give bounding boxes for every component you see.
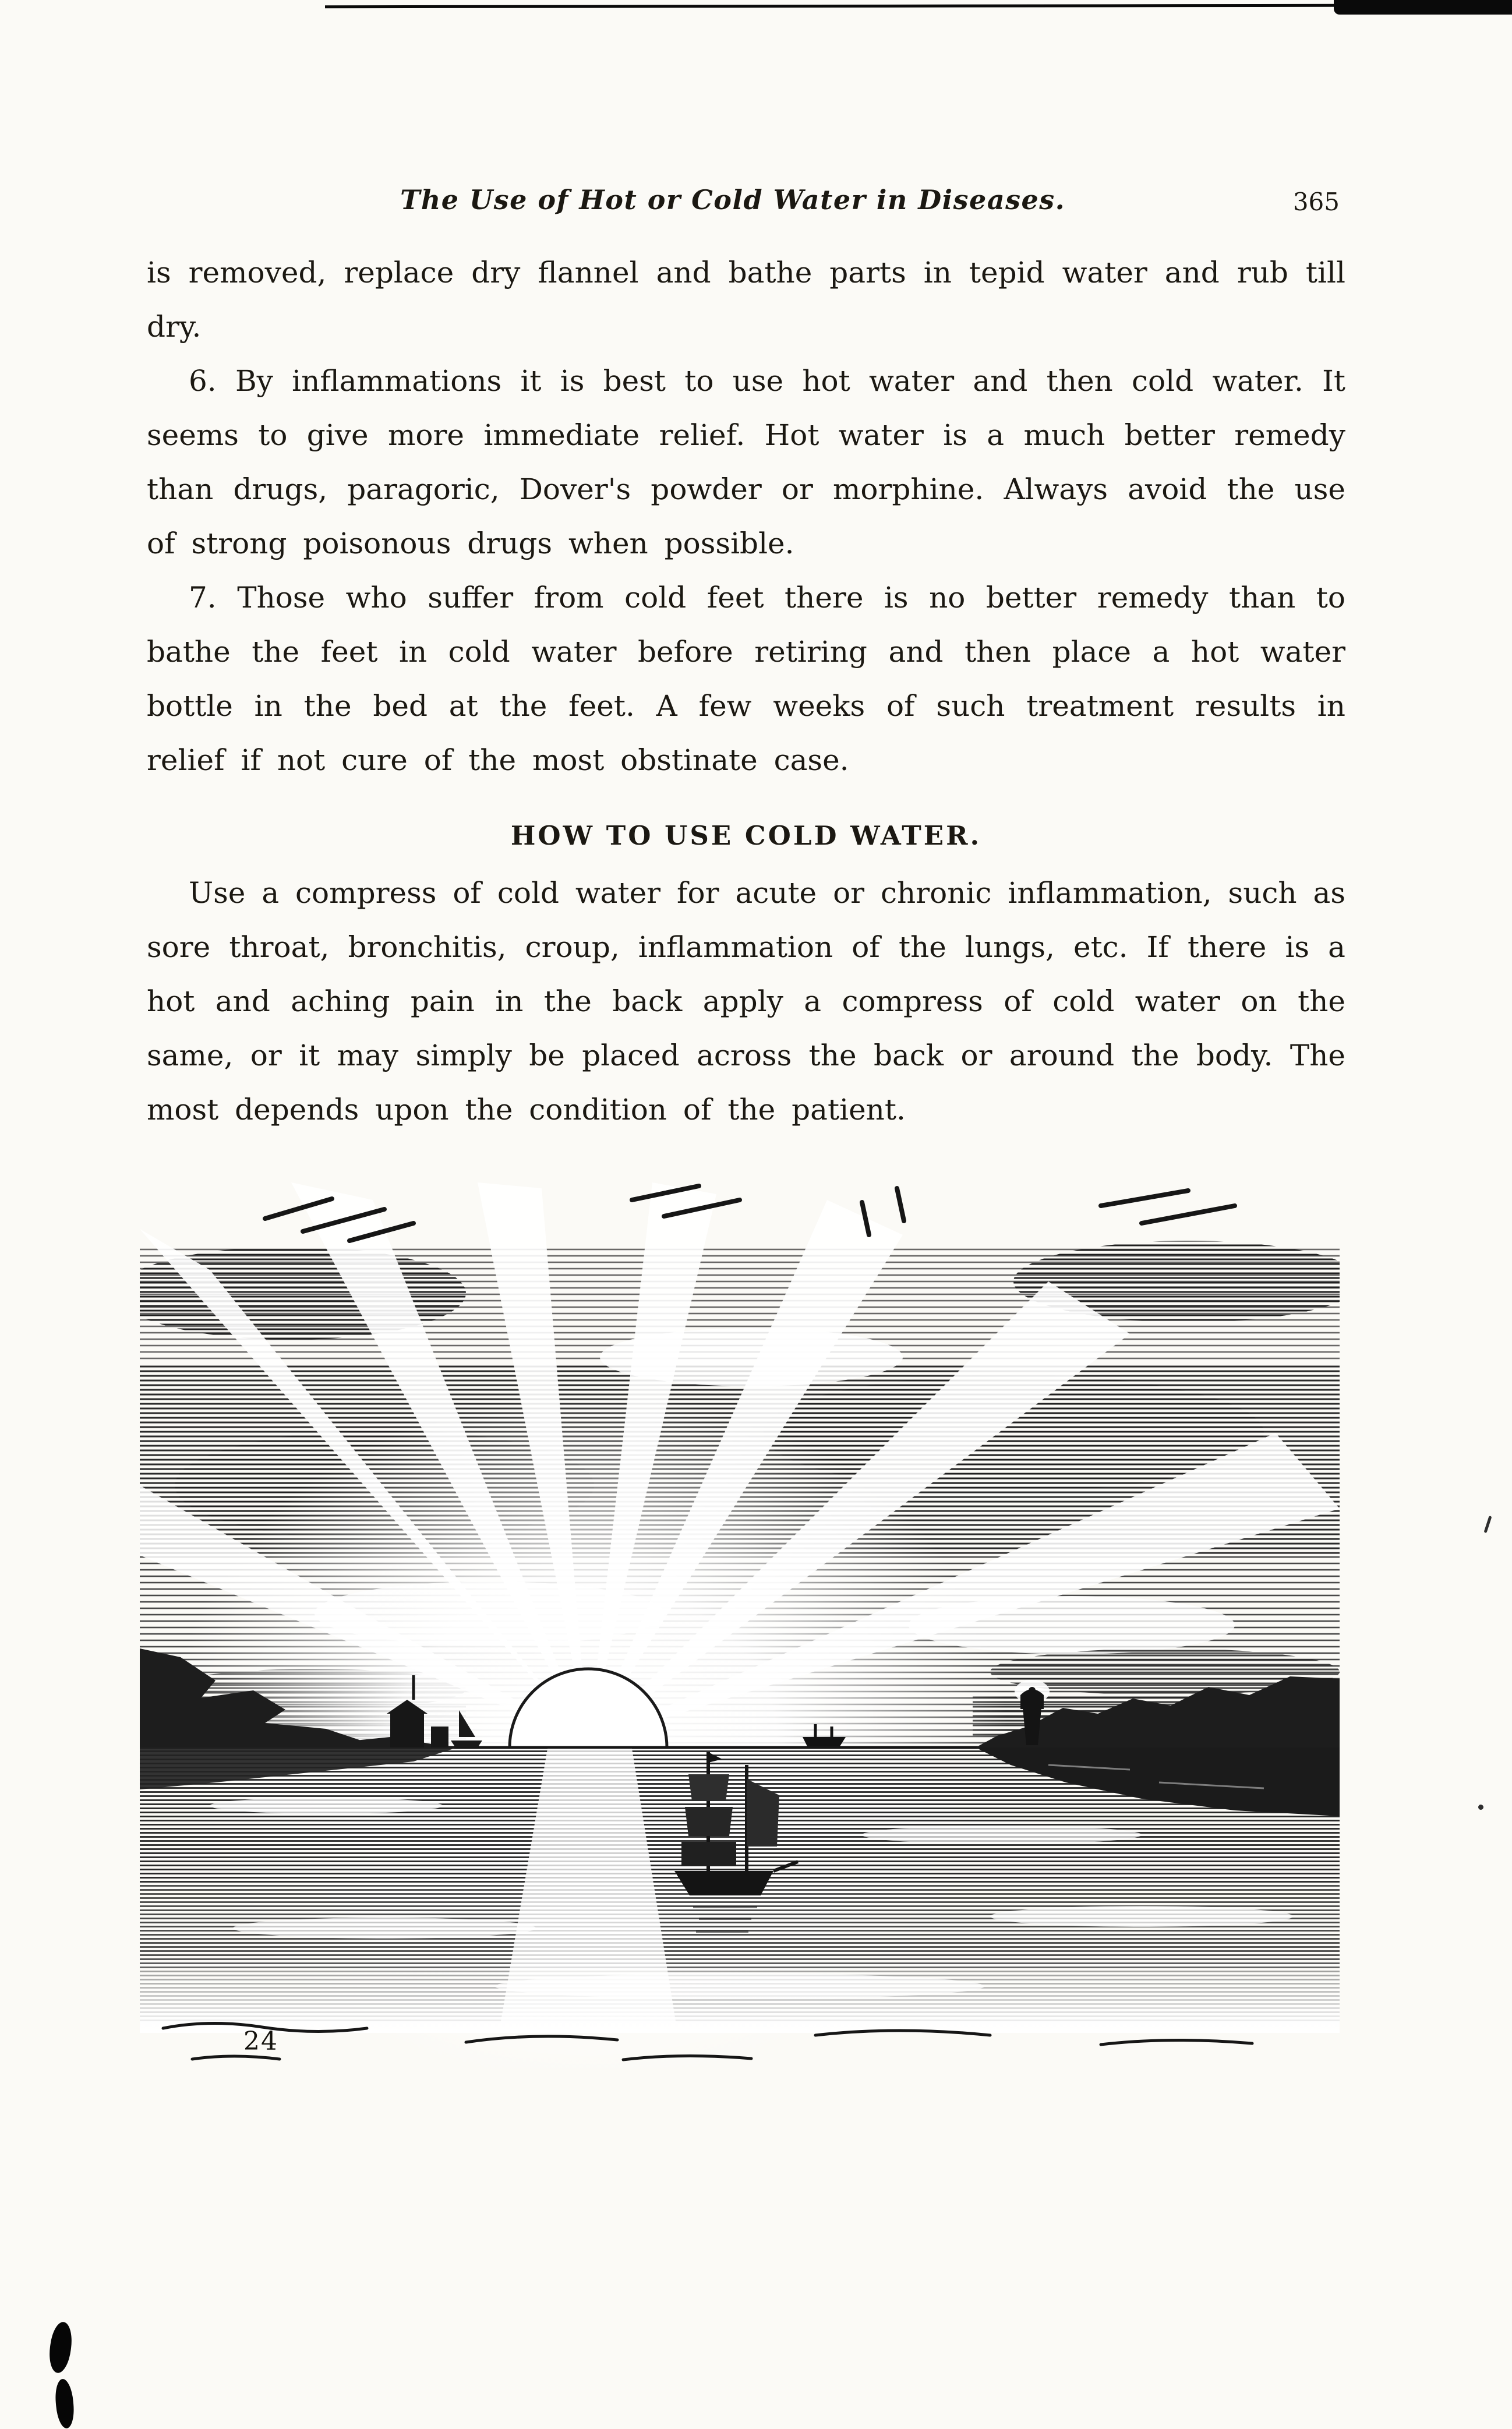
running-header-title: The Use of Hot or Cold Water in Diseases. — [400, 184, 1066, 216]
top-cloud-streaks — [265, 1186, 1235, 1241]
section-heading: HOW TO USE COLD WATER. — [510, 820, 982, 851]
running-header — [147, 184, 1345, 226]
scan-artifact-speck — [1478, 1805, 1483, 1810]
scan-artifact-top-line — [325, 4, 1336, 8]
scan-artifact-ink-mark — [47, 2321, 74, 2374]
paragraph-item-6: 6. By inflammations it is best to use hot water and then cold water. It seems to give more immediate relief. Hot water is a much better remedy than drugs, paragoric, Dover's powder or morphine. Always avoid the use of strong poisonous drugs when possible. — [147, 364, 1345, 560]
seascape-engraving — [140, 1182, 1340, 2068]
page-number: 365 — [1292, 188, 1340, 216]
page-column — [147, 184, 1345, 2068]
scan-artifact-ink-mark — [54, 2378, 75, 2429]
printer-signature-mark: 24 — [243, 2026, 278, 2056]
paragraph-item-7: 7. Those who suffer from cold feet there is no better remedy than to bathe the feet in cold water before retiring and then place a hot water bottle in the bed at the feet. A few weeks of such treatment results in relief if not cure of the most obstinate case. — [147, 581, 1345, 777]
scan-artifact-speck — [1483, 1516, 1492, 1533]
section-paragraph: Use a compress of cold water for acute or chronic inflammation, such as sore throat, bronchitis, croup, inflammation of the lungs, etc. If there is a hot and aching pain in the back apply a compress of cold water on the same, or it may simply be placed across the back or around the body. The most depends upon the condition of the patient. — [147, 876, 1345, 1127]
scan-artifact-top-corner — [1334, 0, 1512, 15]
paragraph-continuation: is removed, replace dry flannel and bathe parts in tepid water and rub till dry. — [147, 256, 1345, 344]
seascape-engraving-svg — [140, 1182, 1340, 2068]
